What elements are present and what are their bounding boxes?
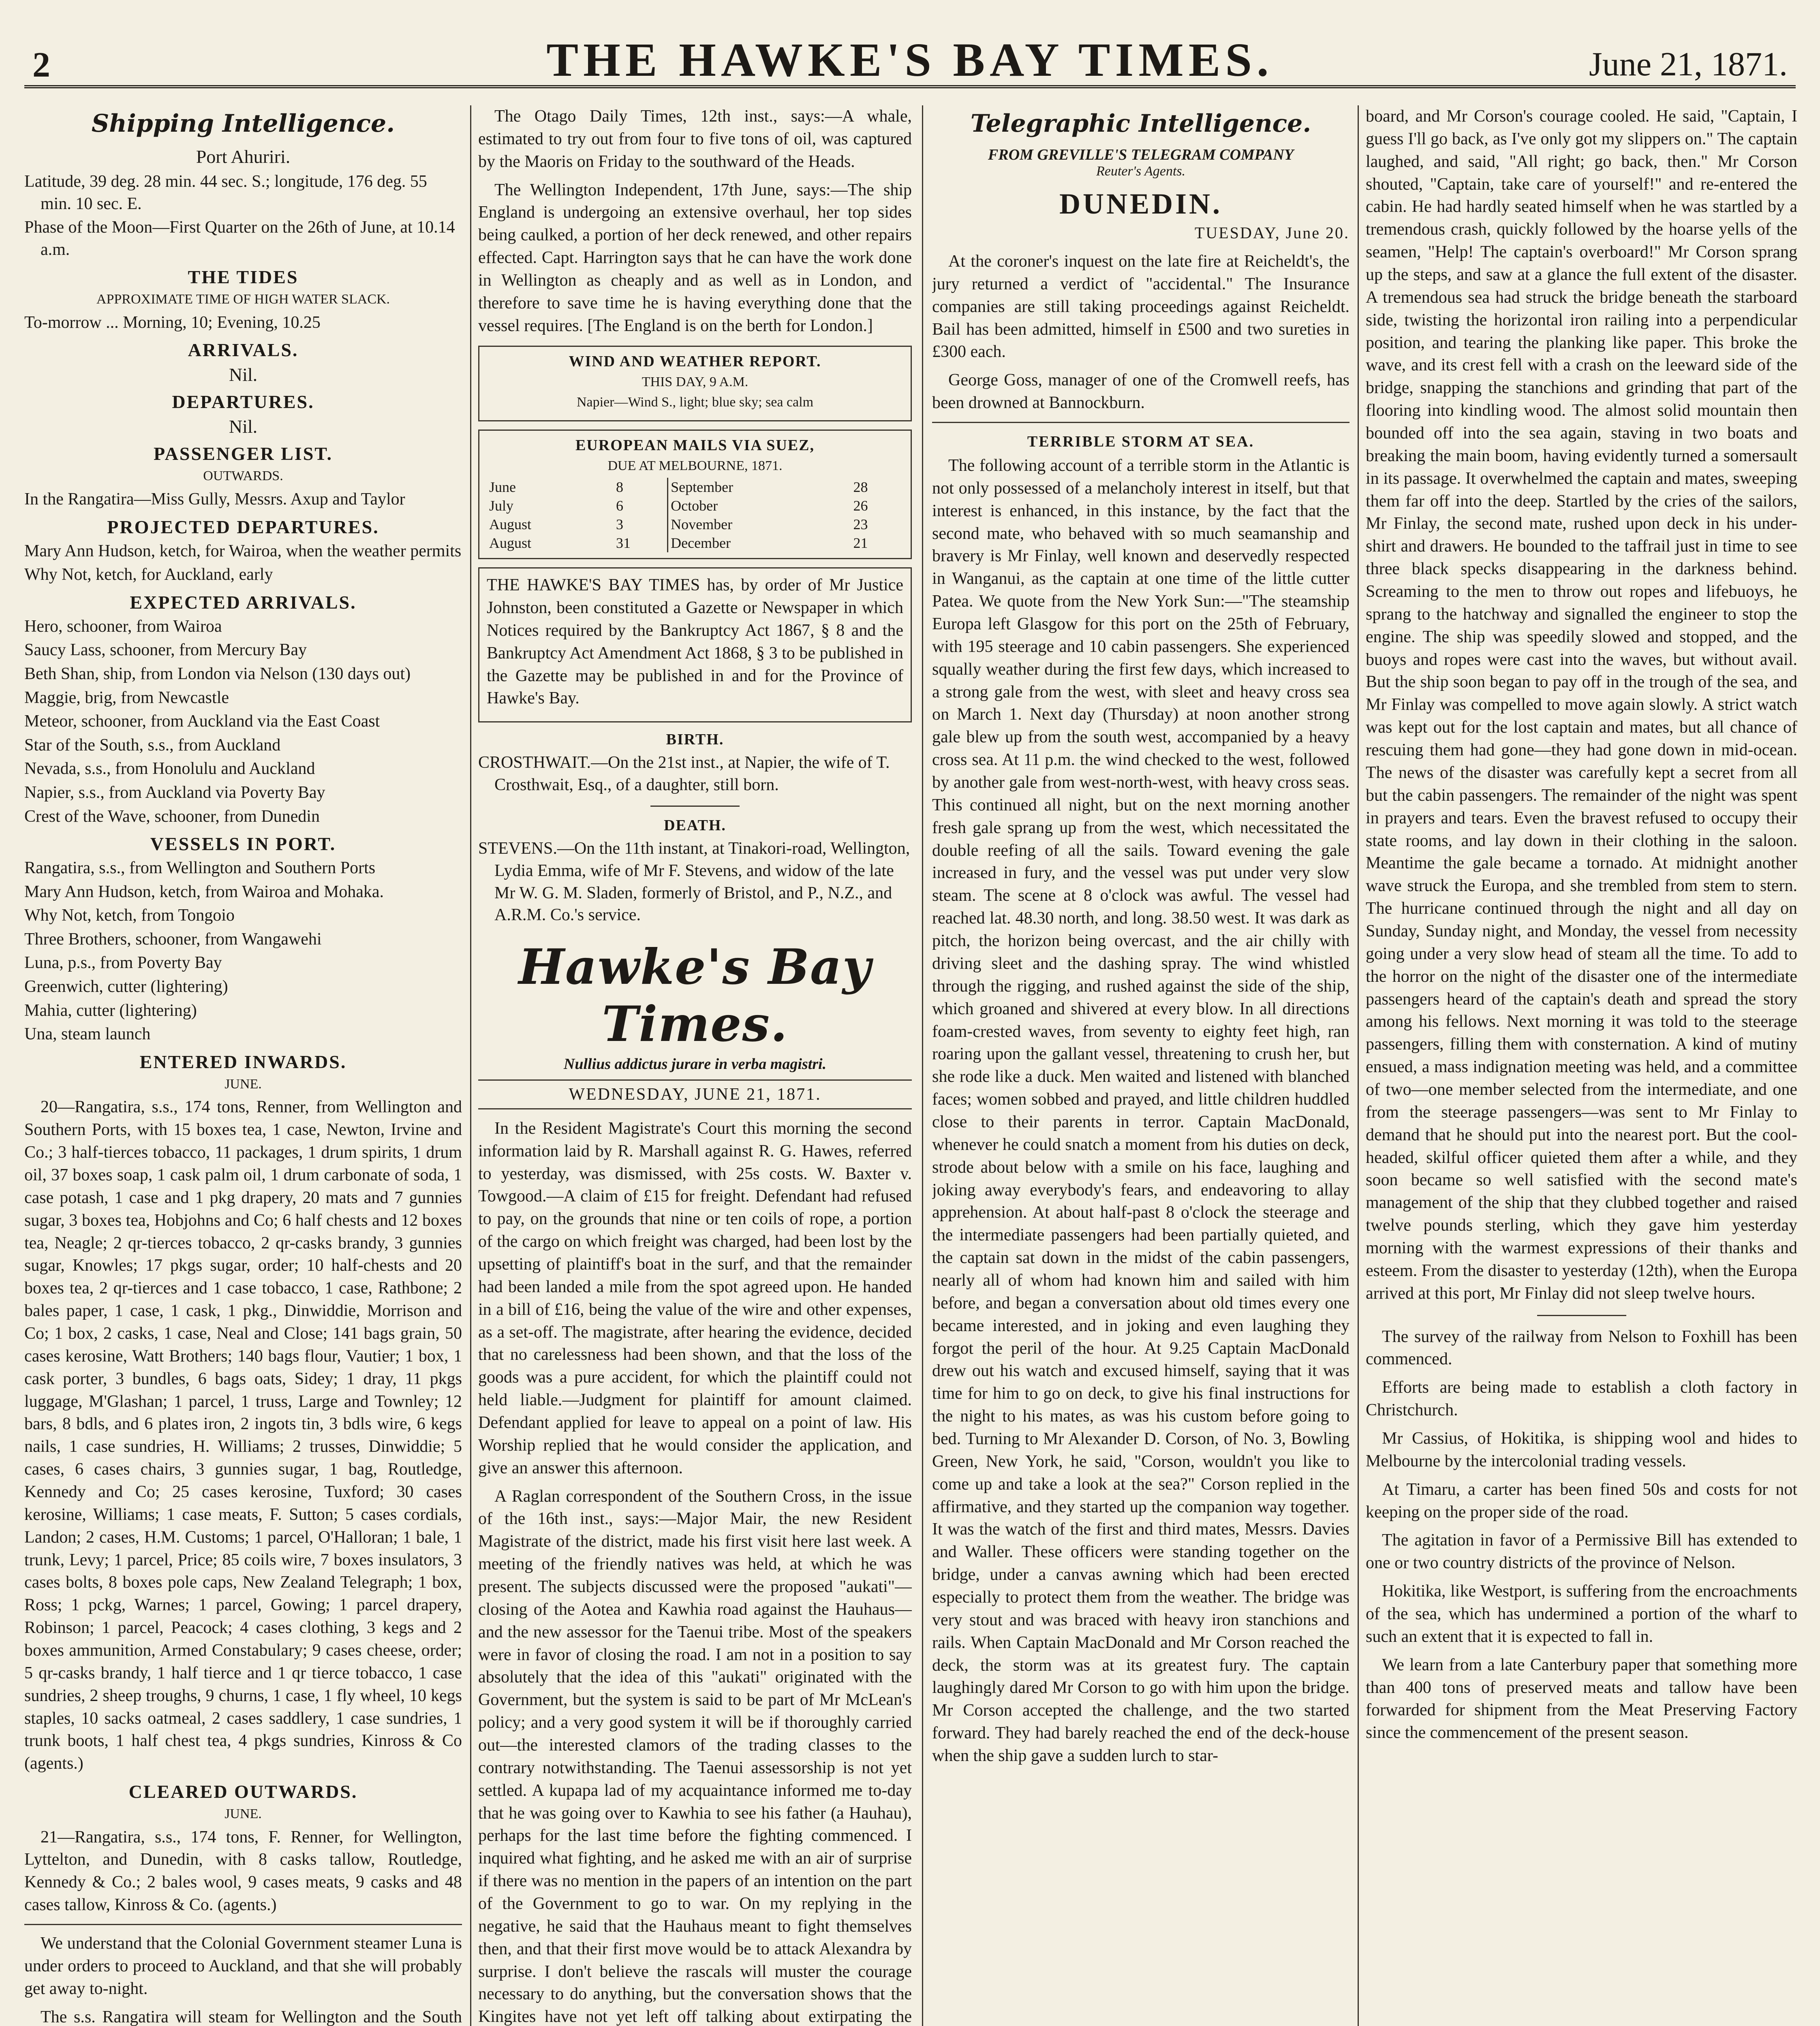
newspaper-motto: Nullius addictus jurare in verba magistri. bbox=[563, 1055, 827, 1073]
death-heading: DEATH. bbox=[664, 817, 726, 834]
list-item: Meteor, schooner, from Auckland via the East Coast bbox=[24, 712, 380, 731]
article-paragraph: We understand that the Colonial Government steamer Luna is under orders to proceed to Auckland, and that she will probably get away to-night. bbox=[24, 1934, 462, 1998]
entered-inwards-heading: ENTERED INWARDS. bbox=[139, 1051, 347, 1072]
table-cell: September bbox=[668, 478, 851, 496]
table-cell: 21 bbox=[853, 535, 868, 551]
article-paragraph: Efforts are being made to establish a cloth factory in Christchurch. bbox=[1366, 1378, 1797, 1420]
column-news bbox=[1366, 105, 1797, 2026]
departures-text: Nil. bbox=[229, 416, 258, 437]
masthead bbox=[24, 16, 1796, 88]
mails-box bbox=[478, 430, 912, 560]
expected-arrivals-heading: EXPECTED ARRIVALS. bbox=[130, 592, 357, 613]
list-item: Saucy Lass, schooner, from Mercury Bay bbox=[24, 641, 307, 660]
weather-report-time: THIS DAY, 9 A.M. bbox=[642, 374, 749, 389]
table-cell: 3 bbox=[616, 516, 624, 533]
table-cell: 6 bbox=[616, 498, 624, 514]
telegram-agents: Reuter's Agents. bbox=[1096, 164, 1186, 179]
article-paragraph: The following account of a terrible storm in the Atlantic is not only possessed of a melancholy interest in itself, but that interest is enhanced, in this instance, by the fact that the second mate, who behaved with so much seamanship and bravery is Mr Finlay, well known and deservedly respected in Wanganui, as the captain at one time of the little cutter Patea. We quote from the New York Sun:—"The steamship Europa left Glasgow for this port on the 25th of February, with 195 steerage and 10 cabin passengers. She experienced squally weather during the first few days, which increased to a strong gale from the west, with sleet and heavy cross sea on March 1. Next day (Thursday) at noon another strong gale blew up from the south west, accompanied by a heavy cross sea. At 11 p.m. the wind checked to the west, followed by another gale from west-north-west, with heavy cross seas. This continued all night, but on the next morning another fresh gale sprang up from the west, which necessitated the double reefing of all the sails. Toward evening the gale increased in fury, and the vessel was put under very slow steam. The scene at 8 o'clock was awful. The vessel had reached lat. 48.30 north, and long. 38.50 west. It was dark as pitch, the horizon being overcast, and the air chilly with driving sleet and the dashing spray. The wind whistled through the rigging, and rushed against the side of the ship, which groaned and shivered at every blow. In all directions foam-crested waves, from seventy to eighty feet high, ran roaring upon the gallant vessel, threatening to crush her, but she rode like a duck. Men waited and listened with blanched faces; women sobbed and prayed, and little children huddled close to their parents in terror. Captain MacDonald, whenever he could snatch a moment from his duties on deck, strode about below with a smile on his face, laughing and joking away everybody's fears, and endeavoring to allay apprehension. At about half-past 8 o'clock the steerage and the intermediate passengers had been partially quieted, and the captain sat down in the midst of the cabin passengers, nearly all of whom had known him and sailed with him before, and began a conversation about old times every one became interested, and in joking and even laughing they forgot the peril of the hour. At 9.25 Captain MacDonald drew out his watch and excused himself, saying that it was time for him to go on deck, to give his final instructions for the night to his mates, as was his custom before going to bed. Turning to Mr Alexander D. Corson, of No. 3, Bowling Green, New York, he said, "Corson, wouldn't you like to come up and take a look at the sea?" Corson replied in the affirmative, and they started up the companion way together. It was the watch of the first and third mates, Messrs. Davies and Waller. These officers were standing together on the bridge, under a canvas awning which had been erected especially to protect them from the weather. The bridge was very stout and was braced with heavy iron stanchions and rails. When Captain MacDonald and Mr Corson reached the deck, the storm was at its greatest fury. The captain laughingly dared Mr Corson to go with him upon the bridge. Mr Corson accepted the challenge, and the two started forward. They had barely reached the end of the deck-house when the ship gave a sudden lurch to star- bbox=[932, 456, 1349, 1765]
newspaper-flag: Hawke's Bay Times. bbox=[518, 938, 872, 1053]
table-cell: 23 bbox=[853, 516, 868, 533]
article-paragraph: Hokitika, like Westport, is suffering from the encroachments of the sea, which has undermined a portion of the wharf to such an extent that it is expected to fall in. bbox=[1366, 1582, 1797, 1646]
list-item: Nevada, s.s., from Honolulu and Auckland bbox=[24, 759, 315, 778]
divider bbox=[650, 806, 740, 807]
departures-heading: DEPARTURES. bbox=[172, 391, 314, 412]
list-item: Star of the South, s.s., from Auckland bbox=[24, 735, 281, 754]
passenger-text: In the Rangatira—Miss Gully, Messrs. Axup and Taylor bbox=[24, 489, 405, 509]
list-item: Rangatira, s.s., from Wellington and Southern Ports bbox=[24, 859, 376, 878]
passenger-list-heading: PASSENGER LIST. bbox=[153, 443, 333, 464]
mails-subtitle: DUE AT MELBOURNE, 1871. bbox=[607, 458, 783, 473]
table-row bbox=[487, 496, 903, 515]
table-row bbox=[487, 534, 903, 552]
table-cell: December bbox=[668, 534, 851, 552]
latitude-line: Latitude, 39 deg. 28 min. 44 sec. S.; longitude, 176 deg. 55 min. 10 sec. E. bbox=[24, 172, 427, 213]
table-cell: June bbox=[489, 479, 516, 496]
article-paragraph: A Raglan correspondent of the Southern Cross, in the issue of the 16th inst., says:—Major Mair, the new Resident Magistrate of the district, made his first visit here last week. A meeting of the friendly natives was held, at which he was present. The subjects discussed were the proposed "aukati"—closing of the Aotea and Kawhia road against the Hauhaus—and the new assessor for the Taenui tribe. Most of the speakers were in favor of closing the road. I am not in a position to say absolutely that the idea of this "aukati" originated with the Government, but the system is said to be part of Mr McLean's policy; and a very good system it will be if thoroughly carried out—the interested clamors of the trading classes to the contrary notwithstanding. The Taenui assessorship is not yet settled. A kupapa lad of my acquaintance informed me to-day that he was going over to Kawhia to see his father (a Hauhau), perhaps for the last time before the fighting commenced. I inquired what fighting, and he asked me with an air of surprise if there was no mention in the papers of an intention on the part of the Government to go to war. On my replying in the negative, he said that the Hauhaus meant to fight themselves then, and that their first move would be to attack Alexandra by surprise. I don't believe the rascals will muster the courage necessary to do anything, but the conversation shows that the Kingites have not yet left off talking about extirpating the bbox=[478, 1487, 912, 2026]
column-shipping bbox=[24, 105, 462, 2026]
list-item: Mahia, cutter (lightering) bbox=[24, 1001, 197, 1020]
table-cell: 8 bbox=[616, 479, 624, 496]
mails-title: EUROPEAN MAILS VIA SUEZ, bbox=[575, 436, 815, 454]
cleared-outwards-heading: CLEARED OUTWARDS. bbox=[128, 1781, 358, 1802]
article-paragraph: The s.s. Rangatira will steam for Wellington and the South bbox=[41, 2007, 462, 2026]
divider bbox=[1537, 1315, 1626, 1316]
article-paragraph: board, and Mr Corson's courage cooled. He said, "Captain, I guess I'll go back, as I've only got my slippers on." The captain laughed, and said, "All right; go back, then." Mr Corson shouted, "Captain, take care of yourself!" and re-entered the cabin. He had hardly seated himself when he was startled by a tremendous crash, quickly followed by the hoarse yells of the seamen, "Help! The captain's overboard!" Mr Corson sprang up the steps, and saw at a glance the full extent of the disaster. A tremendous sea had struck the bridge beneath the starboard side, twisting the horizontal iron railing into a perpendicular position, and tearing the planking like paper. This broke the wave, and its crest fell with a crash on the leeward side of the bridge, snapping the stanchions and grinding that part of the flooring into kindling wood. The almost solid mountain then bounded off into the sea again, staving in two boats and breaking the main boom, having evidently turned a somersault in its passage. It overwhelmed the captain and mates, sweeping them far off into the deep. Startled by the cries of the sailors, Mr Finlay, the second mate, rushed upon deck in his under-shirt and drawers. He bounded to the taffrail just in time to see three black specks disappearing in the darkness behind. Screaming to the men to throw out ropes and lifebuoys, he sprang to the hatchway and signalled the engineer to stop the engine. The ship was speedily slowed and stopped, and the buoys and ropes were cast into the waves, but without avail. But the ship soon began to pay off in the trough of the sea, and Mr Finlay was compelled to move again slowly. A strict watch was kept out for the lost captain and mates, but all chance of rescuing them had gone—they had gone down in mid-ocean. The news of the disaster was carefully kept a secret from all but the cabin passengers. The remainder of the night was spent in prayers and tears. Even the bravest refused to occupy their state rooms, and lay down in their clothing in the saloon. Meantime the gale became a tornado. At midnight another wave struck the Europa, and she trembled from stem to stern. The hurricane continued through the night and all day on Sunday, Sunday night, and Monday, the vessel from necessity going under a very slow head of steam all the time. To add to the horror on the night of the disaster one of the intermediate passengers heard of the captain's death and spread the story among his fellows. Next morning it was told to the steerage passengers, filling them with consternation. A kind of mutiny ensued, a mass indignation meeting was held, and a committee of two—one member selected from the intermediate, and one from the steerage passengers—was sent to Mr Finlay to demand that he should put into the nearest port. But the cool-headed, skilful officer quieted them after a while, and they soon became so well satisfied with the second mate's management of the ship that they clubbed together and raised twelve pounds sterling, which they gave him yesterday morning with the warmest expressions of their thanks and esteem. From the disaster to yesterday (12th), when the Europa arrived at this port, Mr Finlay did not sleep twelve hours. bbox=[1366, 107, 1797, 1303]
column-rule bbox=[1358, 105, 1359, 2026]
tides-subheading: APPROXIMATE TIME OF HIGH WATER SLACK. bbox=[96, 292, 390, 307]
list-item: Maggie, brig, from Newcastle bbox=[24, 688, 229, 707]
dunedin-dateline: TUESDAY, June 20. bbox=[1194, 224, 1349, 242]
editorial-dateline: WEDNESDAY, JUNE 21, 1871. bbox=[478, 1079, 912, 1109]
list-item: Mary Ann Hudson, ketch, for Wairoa, when the weather permits bbox=[24, 541, 462, 560]
article-paragraph: Mr Cassius, of Hokitika, is shipping wool and hides to Melbourne by the intercolonial trading vessels. bbox=[1366, 1429, 1797, 1470]
column-rule bbox=[922, 105, 923, 2026]
table-cell: August bbox=[489, 535, 532, 551]
arrivals-text: Nil. bbox=[229, 364, 258, 385]
storm-story-heading: TERRIBLE STORM AT SEA. bbox=[1027, 433, 1255, 451]
telegram-source: FROM GREVILLE'S TELEGRAM COMPANY bbox=[988, 146, 1294, 163]
article-paragraph: The Wellington Independent, 17th June, says:—The ship England is undergoing an extensive overhaul, her top sides being caulked, a portion of her deck renewed, and other repairs effected. Capt. Harrington says that he can have the work done in Wellington as cheaply and as well as in London, and therefore to save time he is having everything done that the vessel requires. [The England is on the berth for London.] bbox=[478, 180, 912, 335]
list-item: Hero, schooner, from Wairoa bbox=[24, 617, 222, 636]
list-item: Una, steam launch bbox=[24, 1025, 151, 1044]
weather-report-title: WIND AND WEATHER REPORT. bbox=[569, 353, 821, 370]
list-item: Beth Shan, ship, from London via Nelson (130 days out) bbox=[24, 664, 411, 683]
newspaper-title: THE HAWKE'S BAY TIMES. bbox=[546, 33, 1274, 86]
entered-inwards-text: 20—Rangatira, s.s., 174 tons, Renner, from Wellington and Southern Ports, with 15 boxes tea, 1 case, Newton, Irvine and Co.; 3 half-tierces tobacco, 11 packages, 1 drum spirits, 1 drum oil, 37 boxes soap, 1 cask palm oil, 1 drum carbonate of soda, 1 case potash, 1 case and 1 pkg drapery, 20 mats and 7 gunnies sugar, 3 boxes tea, Hobjohns and Co; 6 half chests and 12 boxes tea, Neagle; 2 qr-tierces tobacco, 2 qr-casks brandy, 3 gunnies sugar, Knowles; 17 pkgs sugar, order; 10 half-chests and 20 boxes tea, 2 qr-tierces and 1 case tobacco, 1 case, Rathbone; 2 bales paper, 1 case, 1 cask, 1 pkg., Dinwiddie, Morrison and Co; 1 box, 2 casks, 1 case, Neal and Close; 141 bags grain, 50 cases kerosine, Watt Brothers; 140 bags flour, Vautier; 1 box, 1 cask porter, 3 bundles, 6 bags oats, Sidey; 1 dray, 11 pkgs luggage, M'Glashan; 1 parcel, 1 truss, Large and Townley; 12 bars, 8 bdls, and 6 plates iron, 2 ingots tin, 3 bdls wire, 6 kegs nails, 1 case sundries, H. Williams; 2 trusses, Dinwiddie; 5 cases, 6 cases chairs, 3 gunnies sugar, 1 bag, Routledge, Kennedy and Co; 25 cases kerosine, Tuxford; 30 cases kerosine, Williams; 1 case meats, F. Sutton; 5 cases cordials, Landon; 2 cases, H.M. Customs; 1 parcel, O'Halloran; 1 bale, 1 trunk, Levy; 1 parcel, Price; 85 coils wire, 7 boxes insulators, 3 cases bolts, 8 boxes pole caps, New Zealand Telegraph; 1 box, Ross; 1 pckg, Warnes; 1 parcel, Gowing; 1 parcel drapery, Robinson; 1 parcel, Peacock; 4 cases clothing, 3 kegs and 2 boxes ammunition, Armed Constabulary; 9 cases cheese, order; 5 qr-casks brandy, 1 half tierce and 1 qr tierce tobacco, 1 case sundries, 2 sheep troughs, 9 churns, 1 case, 1 fly wheel, 10 kegs staples, 10 sacks oatmeal, 2 cases saddlery, 1 case sundries, 1 trunk boots, 1 half chest tea, 4 pkgs sundries, Kinross & Co (agents.) bbox=[24, 1098, 462, 1773]
article-paragraph: The agitation in favor of a Permissive Bill has extended to one or two country districts of the province of Nelson. bbox=[1366, 1531, 1797, 1573]
divider bbox=[932, 422, 1349, 423]
table-cell: 31 bbox=[616, 535, 631, 551]
article-paragraph: The survey of the railway from Nelson to Foxhill has been commenced. bbox=[1366, 1327, 1797, 1369]
article-paragraph: In the Resident Magistrate's Court this morning the second information laid by R. Marshall against R. G. Hawes, referred to yesterday, was dismissed, with 25s costs. W. Baxter v. Towgood.—A claim of £15 for freight. Defendant had refused to pay, on the grounds that nine or ten coils of rope, a portion of the cargo on which freight was charged, had been lost by the upsetting of plaintiff's boat in the surf, and that the remainder had been landed a mile from the spot agreed upon. He handed in a bill of £16, being the value of the wire and other expenses, as a set-off. The magistrate, after hearing the evidence, decided that no carelessness had been shown, and that the loss of the goods was a pure accident, for which the plaintiff could not held liable.—Judgment for plaintiff for amount claimed. Defendant applied for leave to appeal on a point of law. His Worship replied that he would consider the application, and give an answer this afternoon. bbox=[478, 1119, 912, 1477]
list-item: Napier, s.s., from Auckland via Poverty Bay bbox=[24, 783, 325, 802]
passenger-subheading: OUTWARDS. bbox=[203, 468, 283, 484]
table-cell: October bbox=[668, 496, 851, 515]
list-item: Why Not, ketch, from Tongoio bbox=[24, 906, 235, 925]
vessels-in-port-heading: VESSELS IN PORT. bbox=[150, 833, 336, 855]
article-paragraph: George Goss, manager of one of the Cromwell reefs, has been drowned at Bannockburn. bbox=[932, 371, 1349, 412]
tides-text: To-morrow ... Morning, 10; Evening, 10.25 bbox=[24, 313, 321, 332]
weather-report-text: Napier—Wind S., light; blue sky; sea calm bbox=[576, 395, 814, 410]
issue-date: June 21, 1871. bbox=[1589, 45, 1788, 83]
list-item: Crest of the Wave, schooner, from Dunedin bbox=[24, 807, 320, 826]
list-item: Three Brothers, schooner, from Wangawehi bbox=[24, 930, 322, 949]
column-rule bbox=[470, 105, 471, 2026]
section-title-shipping: Shipping Intelligence. bbox=[91, 109, 395, 138]
tides-heading: THE TIDES bbox=[188, 267, 299, 288]
article-paragraph: We learn from a late Canterbury paper that something more than 400 tons of preserved meats and tallow have been forwarded for shipment from the Meat Preserving Factory since the commencement of the present season. bbox=[1366, 1655, 1797, 1742]
article-paragraph: The Otago Daily Times, 12th inst., says:—A whale, estimated to try out from four to five tons of oil, was captured by the Maoris on Friday to the southward of the Heads. bbox=[478, 107, 912, 171]
gazette-notice-text: THE HAWKE'S BAY TIMES has, by order of Mr Justice Johnston, been constituted a Gazette or Newspaper in which Notices required by the Bankruptcy Act 1867, § 8 and the Bankruptcy Act Amendment Act 1868, § 3 to be published in the Gazette may be published in and for the Province of Hawke's Bay. bbox=[487, 576, 903, 708]
death-notice: STEVENS.—On the 11th instant, at Tinakori-road, Wellington, Lydia Emma, wife of Mr F. Stevens, and widow of the late Mr W. G. M. Sladen, formerly of Bristol, and P., N.Z., and A.R.M. Co.'s service. bbox=[478, 839, 910, 925]
table-row bbox=[487, 515, 903, 534]
dunedin-heading: DUNEDIN. bbox=[1059, 188, 1223, 220]
entered-subheading: JUNE. bbox=[225, 1076, 262, 1092]
mails-table bbox=[487, 478, 903, 552]
section-title-telegraphic: Telegraphic Intelligence. bbox=[970, 109, 1311, 138]
cleared-outwards-text: 21—Rangatira, s.s., 174 tons, F. Renner, for Wellington, Lyttelton, and Dunedin, with 8 casks tallow, Routledge, Kennedy & Co.; 2 bales wool, 9 cases meats, 9 casks and 48 cases tallow, Kinross & Co. (agents.) bbox=[24, 1827, 462, 1915]
moon-phase-line: Phase of the Moon—First Quarter on the 26th of June, at 10.14 a.m. bbox=[24, 218, 455, 259]
table-row bbox=[487, 478, 903, 496]
birth-heading: BIRTH. bbox=[666, 731, 724, 748]
column-telegraphic bbox=[932, 105, 1349, 2026]
weather-report-box bbox=[478, 346, 912, 421]
article-paragraph: At the coroner's inquest on the late fire at Reicheldt's, the jury returned a verdict of "accidental." The Insurance companies are still taking proceedings against Reicheldt. Bail has been admitted, himself in £500 and two sureties in £300 each. bbox=[932, 252, 1349, 361]
table-cell: 26 bbox=[853, 498, 868, 514]
table-cell: August bbox=[489, 516, 532, 533]
birth-notice: CROSTHWAIT.—On the 21st inst., at Napier, the wife of T. Crosthwait, Esq., of a daughter, still born. bbox=[478, 753, 890, 794]
table-cell: 28 bbox=[853, 479, 868, 496]
table-cell: July bbox=[489, 498, 514, 514]
article-paragraph: At Timaru, a carter has been fined 50s and costs for not keeping on the proper side of the road. bbox=[1366, 1480, 1797, 1522]
projected-departures-heading: PROJECTED DEPARTURES. bbox=[107, 516, 379, 537]
table-cell: November bbox=[668, 515, 851, 534]
port-name: Port Ahuriri. bbox=[196, 146, 291, 167]
gazette-notice-box bbox=[478, 567, 912, 722]
arrivals-heading: ARRIVALS. bbox=[188, 340, 299, 361]
cleared-subheading: JUNE. bbox=[225, 1806, 262, 1822]
page-number: 2 bbox=[32, 45, 50, 85]
list-item: Greenwich, cutter (lightering) bbox=[24, 977, 228, 996]
list-item: Luna, p.s., from Poverty Bay bbox=[24, 953, 222, 972]
list-item: Why Not, ketch, for Auckland, early bbox=[24, 565, 273, 584]
column-editorial bbox=[478, 105, 912, 2026]
divider bbox=[24, 1924, 462, 1925]
list-item: Mary Ann Hudson, ketch, from Wairoa and Mohaka. bbox=[24, 882, 384, 901]
